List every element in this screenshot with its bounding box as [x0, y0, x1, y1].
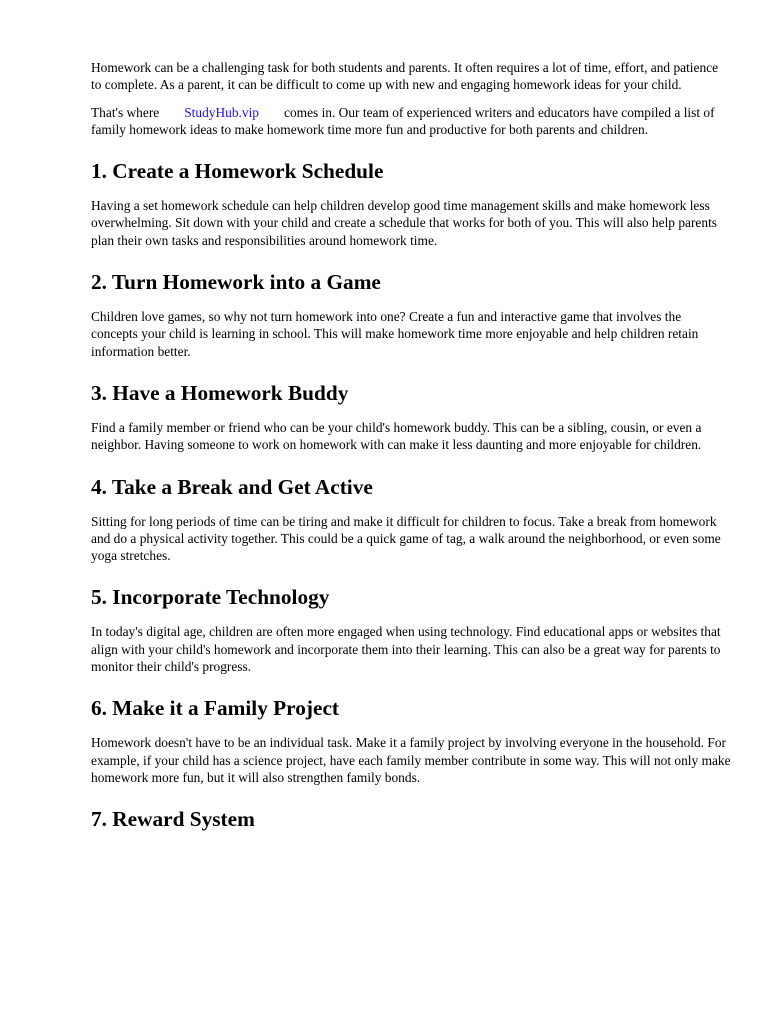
intro-text-after-link: comes in. Our team of experienced writers and educators have compiled a list of family homework ideas to make homework time more fun and productive for both parents and children. — [91, 104, 715, 137]
intro-paragraph-studyhub — [91, 104, 731, 139]
section-body: Homework doesn't have to be an individual task. Make it a family project by involving everyone in the household. For example, if your child has a science project, have each family member contribute in some way. This will not only make homework more fun, but it will also strengthen family bonds. — [91, 735, 731, 785]
section-heading: 3. Have a Homework Buddy — [91, 380, 349, 405]
section-heading: 1. Create a Homework Schedule — [91, 159, 384, 184]
section-body: Children love games, so why not turn homework into one? Create a fun and interactive game that involves the concepts your child is learning in school. This will make homework time more enjoyable and help children retain information better. — [91, 309, 699, 359]
section-homework-game — [91, 269, 731, 360]
section-heading: 6. Make it a Family Project — [91, 696, 339, 721]
section-break-active — [91, 474, 731, 565]
studyhub-link[interactable]: StudyHub.vip — [184, 104, 260, 120]
section-reward-system — [91, 806, 731, 832]
section-homework-buddy — [91, 380, 731, 454]
section-family-project — [91, 695, 731, 786]
section-heading: 2. Turn Homework into a Game — [91, 270, 381, 295]
section-body: Having a set homework schedule can help children develop good time management skills and make homework less overwhelming. Sit down with your child and create a schedule that works for both of you. This will also help parents plan their own tasks and responsibilities around homework time. — [91, 198, 718, 248]
section-body: In today's digital age, children are often more engaged when using technology. Find educational apps or websites that align with your child's homework and incorporate them into their learning. This can also be a great way for parents to monitor their child's progress. — [91, 624, 721, 675]
section-heading: 5. Incorporate Technology — [91, 585, 330, 610]
section-body: Sitting for long periods of time can be tiring and make it difficult for children to focus. Take a break from homework and do a physical activity together. This could be a quick game of tag, a walk around the neighborhood, or even some yoga stretches. — [91, 513, 721, 564]
section-create-schedule — [91, 158, 731, 249]
intro-paragraph: Homework can be a challenging task for both students and parents. It often requires a lot of time, effort, and patience to complete. As a parent, it can be difficult to come up with new and engaging homework ideas for your child. — [91, 60, 719, 93]
section-technology — [91, 584, 731, 675]
section-heading: 7. Reward System — [91, 807, 255, 832]
section-heading: 4. Take a Break and Get Active — [91, 474, 373, 499]
intro-text-before-link: That's where — [91, 104, 160, 120]
section-body: Find a family member or friend who can be your child's homework buddy. This can be a sibling, cousin, or even a neighbor. Having someone to work on homework with can make it less daunting and more enjoyable for children. — [91, 419, 702, 453]
document-page — [91, 59, 731, 845]
